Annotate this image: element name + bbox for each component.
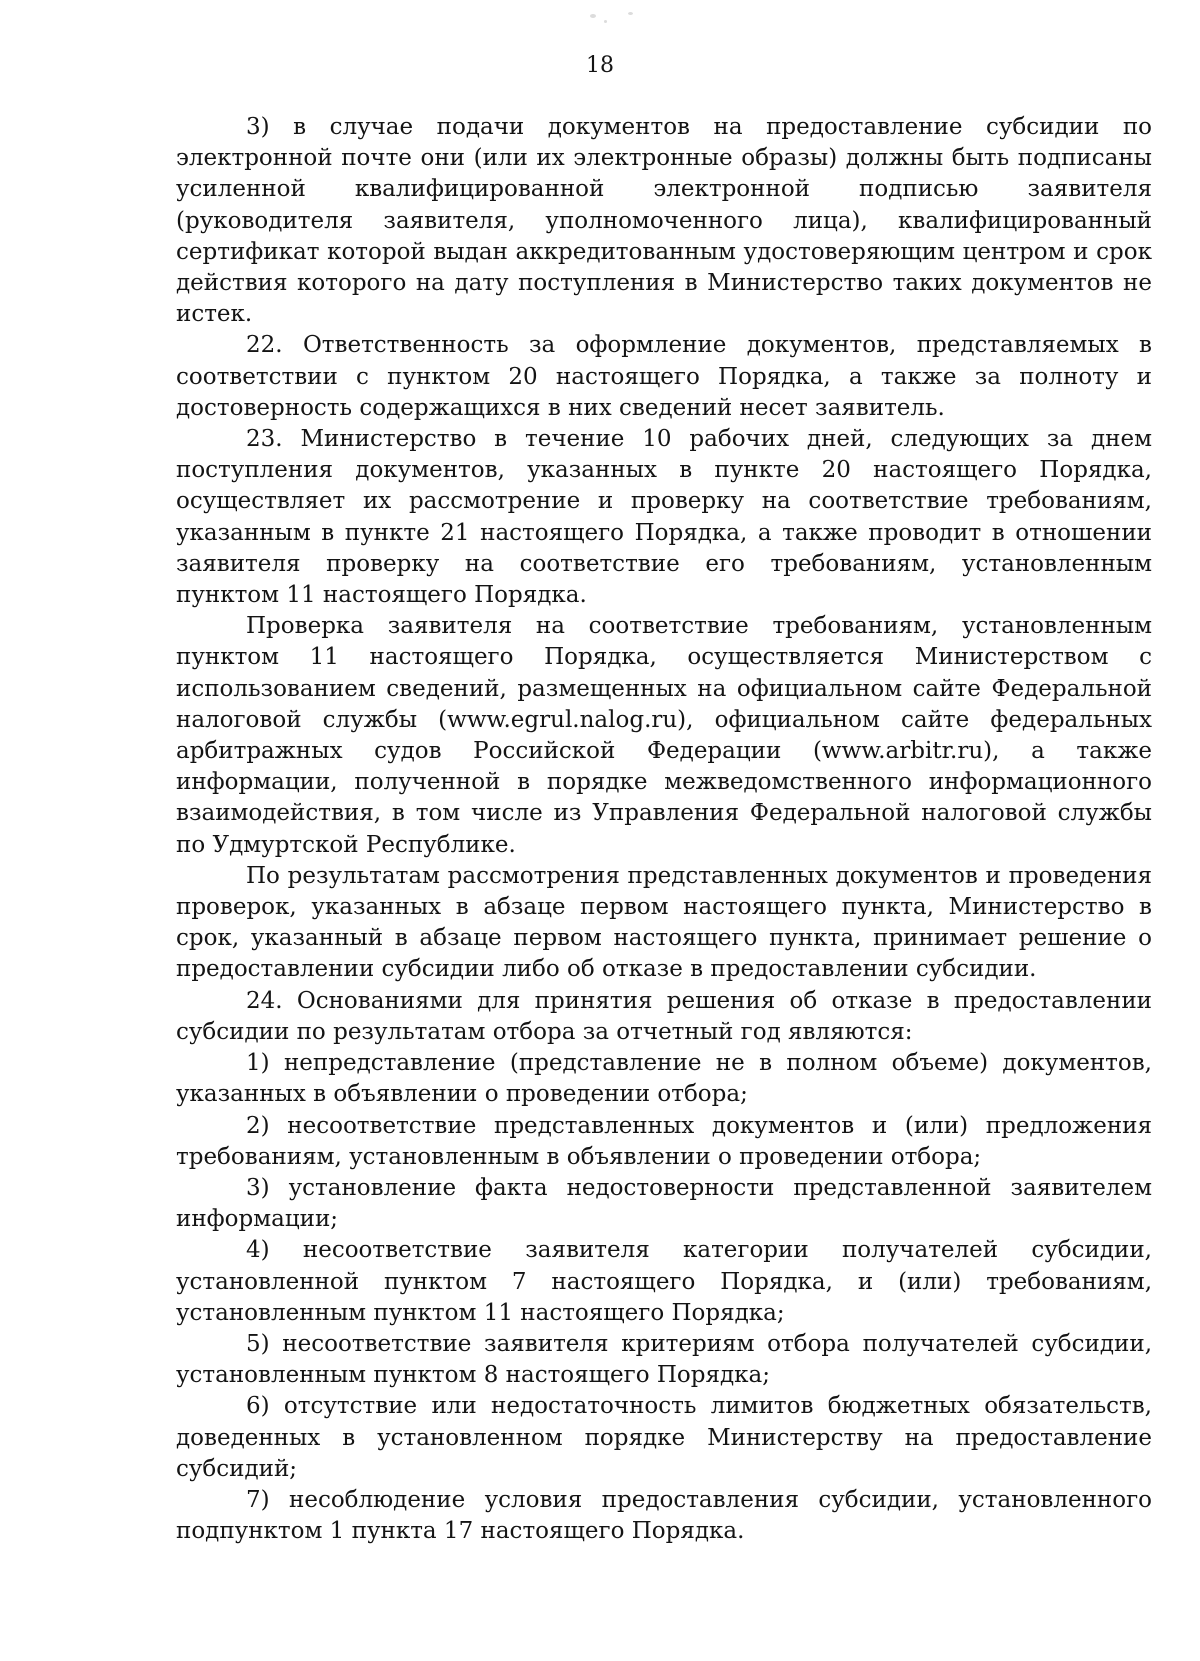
list-item-refusal-7: 7) несоблюдение условия предоставления субсидии, установленного подпунктом 1 пункта 17 настоящего Порядка. [176, 1486, 1152, 1545]
list-item-refusal-1: 1) непредставление (представление не в полном объеме) документов, указанных в объявлении о проведении отбора; [176, 1050, 1152, 1108]
document-text-body [176, 112, 1152, 1547]
paragraph-applicant-check: Проверка заявителя на соответствие требованиям, установленным пунктом 11 настоящего Порядка, осуществляется Министерством с использованием сведений, размещенных на официальном сайте Федеральной налоговой службы (www.egrul.nalog.ru), официальном сайте федеральных арбитражных судов Российской Федерации (www.arbitr.ru), а также информации, полученной в порядке межведомственного информационного взаимодействия, в том числе из Управления Федеральной налоговой службы по Удмуртской Республике. [176, 613, 1152, 858]
list-item-refusal-3: 3) установление факта недостоверности представленной заявителем информации; [176, 1174, 1152, 1233]
paragraph-review-results: По результатам рассмотрения представленных документов и проведения проверок, указанных в абзаце первом настоящего пункта, Министерство в срок, указанный в абзаце первом настоящего пункта, принимает решение о предоставлении субсидии либо об отказе в предоставлении субсидии. [176, 862, 1152, 983]
page-number: 18 [586, 53, 614, 78]
paragraph-24-refusal-grounds: 24. Основаниями для принятия решения об отказе в предоставлении субсидии по результатам отбора за отчетный год являются: [176, 987, 1152, 1045]
scan-speck [628, 12, 633, 15]
scan-speck [604, 20, 607, 23]
list-item-refusal-2: 2) несоответствие представленных документов и (или) предложения требованиям, установленным в объявлении о проведении отбора; [176, 1112, 1152, 1170]
list-item-refusal-5: 5) несоответствие заявителя критериям отбора получателей субсидии, установленным пунктом 8 настоящего Порядка; [176, 1330, 1152, 1389]
scan-speck [590, 14, 596, 18]
paragraph-23-review: 23. Министерство в течение 10 рабочих дней, следующих за днем поступления документов, указанных в пункте 20 настоящего Порядка, осуществляет их рассмотрение и проверку на соответствие требованиям, указанным в пункте 21 настоящего Порядка, а также проводит в отношении заявителя проверку на соответствие его требованиям, установленным пунктом 11 настоящего Порядка. [176, 426, 1152, 609]
paragraph-22-responsibility: 22. Ответственность за оформление документов, представляемых в соответствии с пунктом 20 настоящего Порядка, а также за полноту и достоверность содержащихся в них сведений несет заявитель. [176, 332, 1152, 421]
list-item-refusal-4: 4) несоответствие заявителя категории получателей субсидии, установленной пунктом 7 настоящего Порядка, и (или) требованиям, установленным пунктом 11 настоящего Порядка; [176, 1237, 1152, 1326]
paragraph-item-3-electronic-signature: 3) в случае подачи документов на предоставление субсидии по электронной почте они (или их электронные образы) должны быть подписаны усиленной квалифицированной электронной подписью заявителя (руководителя заявителя, уполномоченного лица), квалифицированный сертификат которой выдан аккредитованным удостоверяющим центром и срок действия которого на дату поступления в Министерство таких документов не истек. [176, 114, 1152, 328]
list-item-refusal-6: 6) отсутствие или недостаточность лимитов бюджетных обязательств, доведенных в установленном порядке Министерству на предоставление субсидий; [176, 1393, 1152, 1482]
